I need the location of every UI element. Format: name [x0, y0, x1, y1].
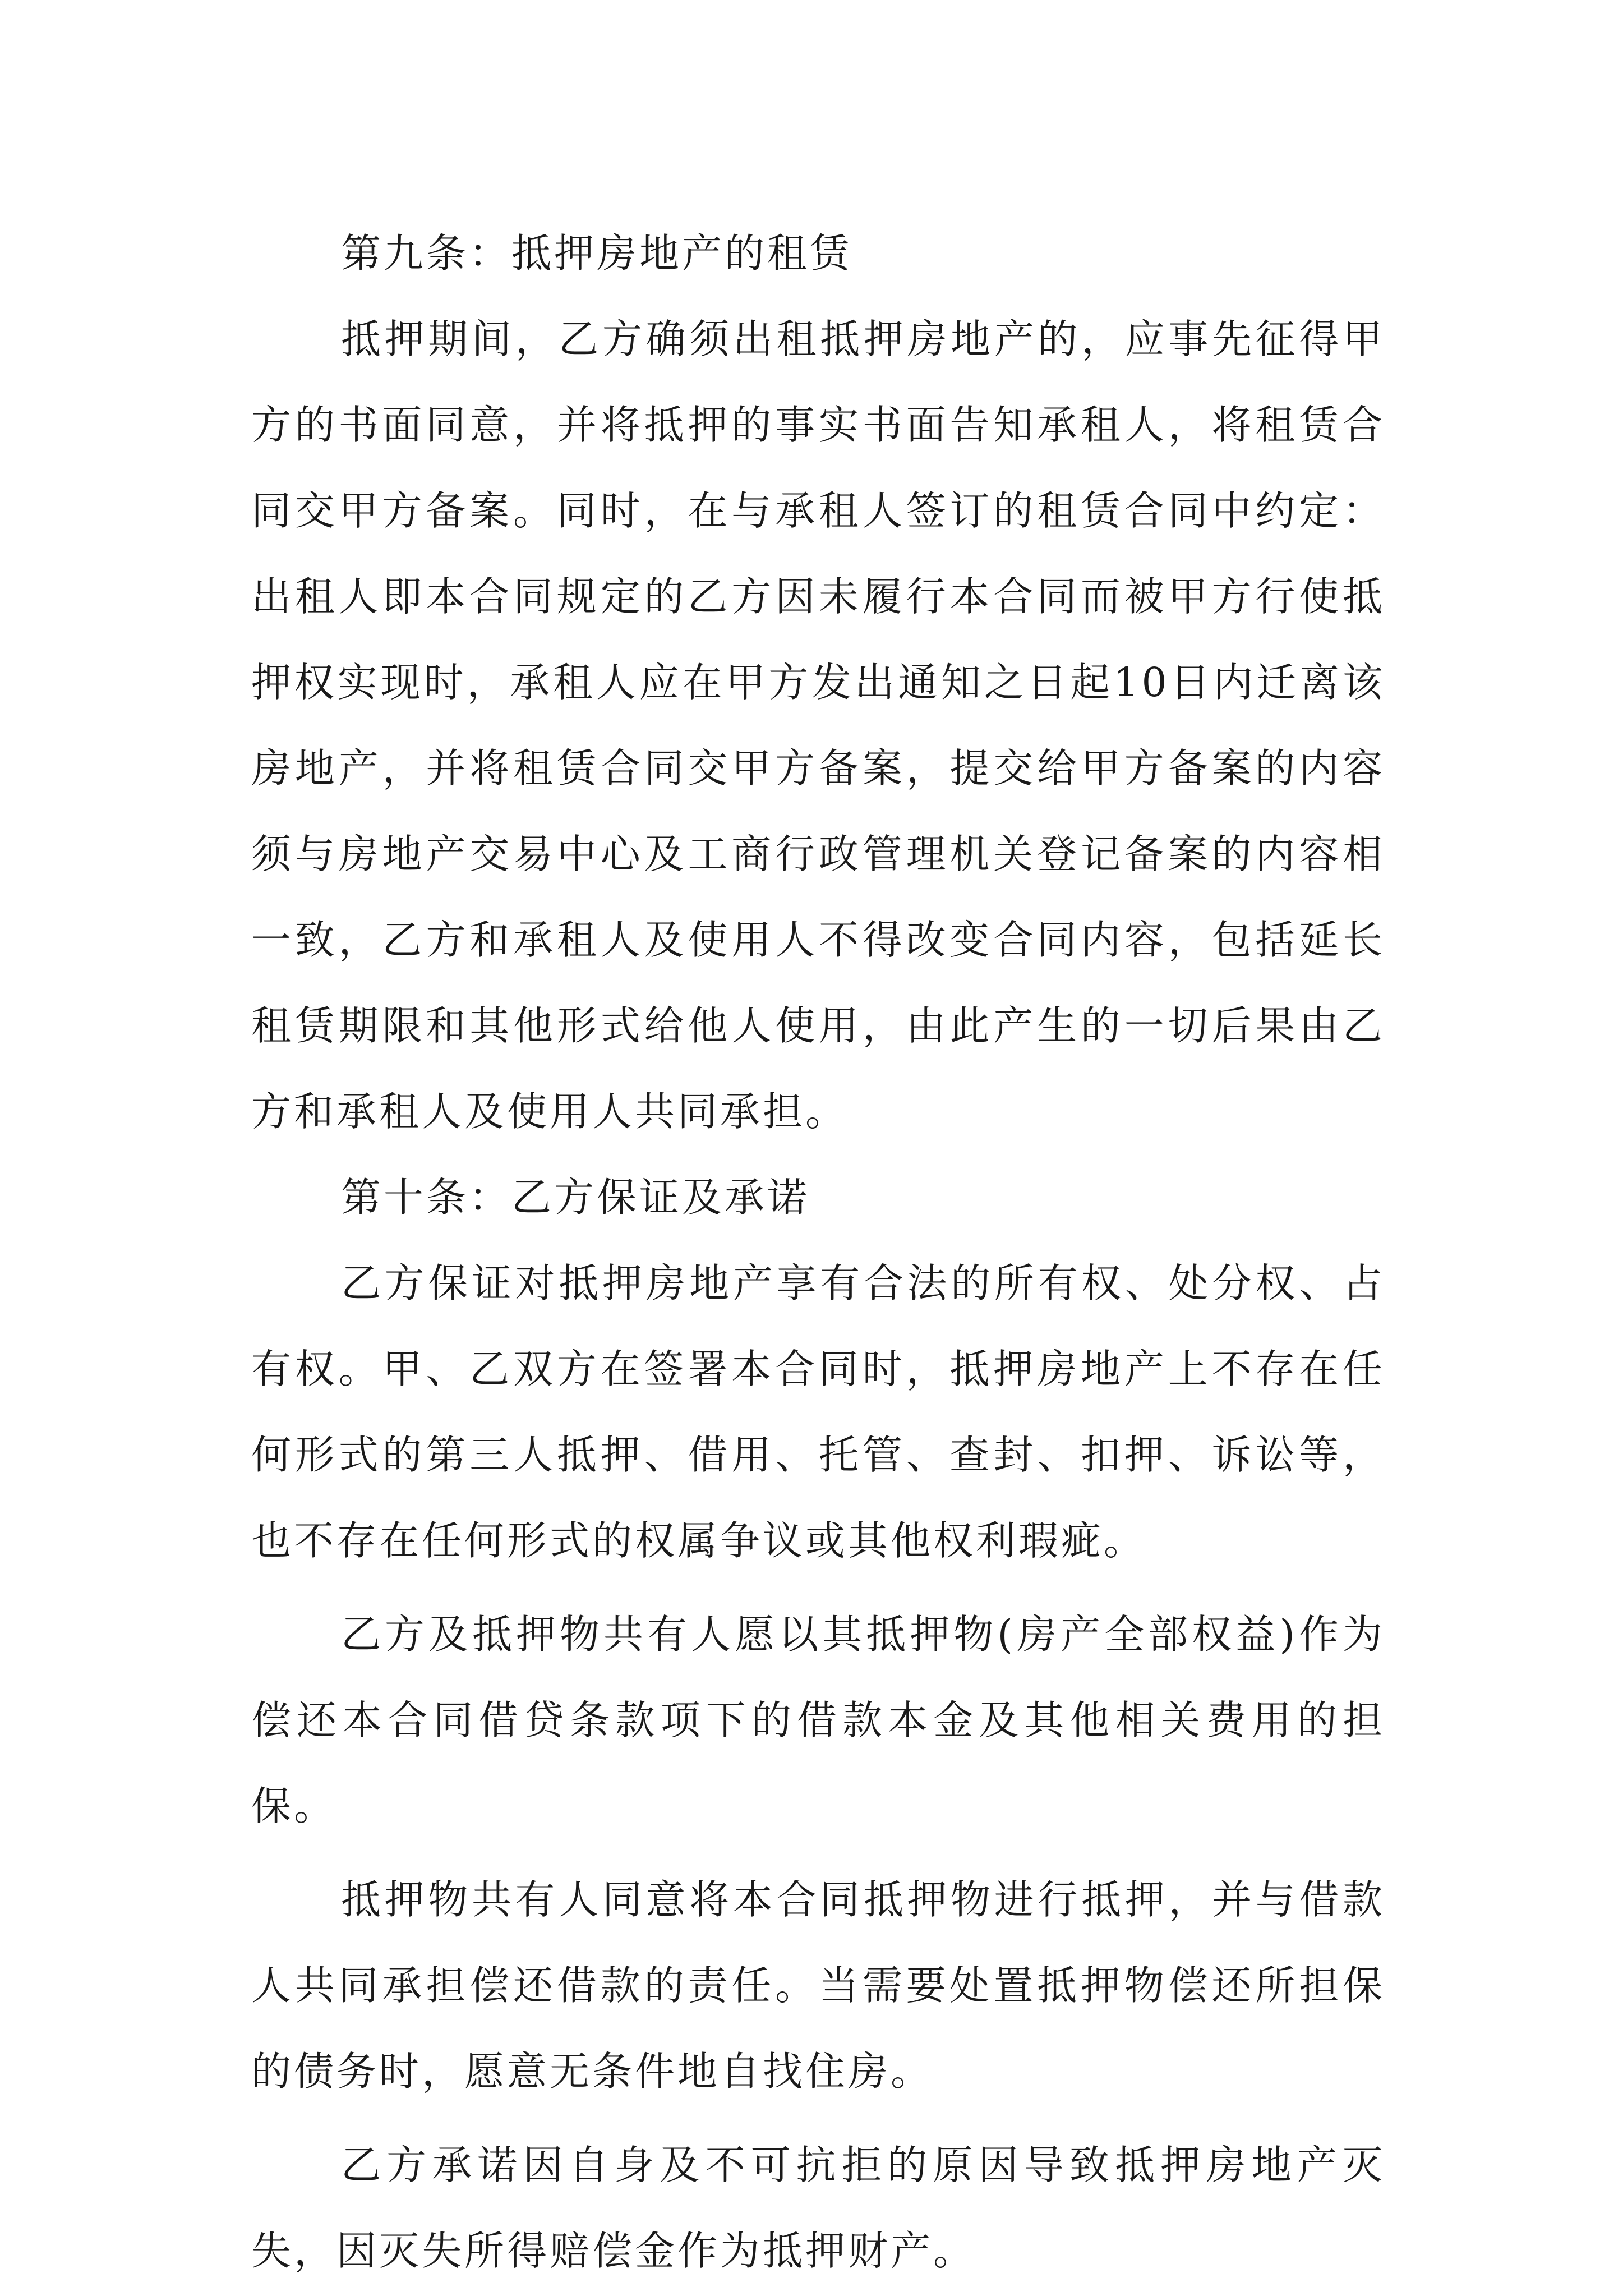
article-10-paragraph-4: 乙方承诺因自身及不可抗拒的原因导致抵押房地产灭失，因灭失所得赔偿金作为抵押财产。	[251, 2142, 1385, 2274]
article-9-heading: 第九条：抵押房地产的租赁	[341, 230, 853, 277]
article-10-heading: 第十条：乙方保证及承诺	[341, 1174, 810, 1221]
article-9-paragraph: 抵押期间，乙方确须出租抵押房地产的，应事先征得甲方的书面同意，并将抵押的事实书面告知承租人，将租赁合同交甲方备案。同时，在与承租人签订的租赁合同中约定：出租人即本合同规定的乙方因未履行本合同而被甲方行使抵押权实现时，承租人应在甲方发出通知之日起10日内迁离该房地产，并将租赁合同交甲方备案，提交给甲方备案的内容须与房地产交易中心及工商行政管理机关登记备案的内容相一致，乙方和承租人及使用人不得改变合同内容，包括延长租赁期限和其他形式给他人使用，由此产生的一切后果由乙方和承租人及使用人共同承担。	[251, 316, 1385, 1135]
article-10-paragraph-1: 乙方保证对抵押房地产享有合法的所有权、处分权、占有权。甲、乙双方在签署本合同时，抵押房地产上不存在任何形式的第三人抵押、借用、托管、查封、扣押、诉讼等，也不存在任何形式的权属争议或其他权利瑕疵。	[251, 1260, 1385, 1564]
document-body	[251, 210, 1385, 2294]
article-10-paragraph-3: 抵押物共有人同意将本合同抵押物进行抵押，并与借款人共同承担偿还借款的责任。当需要处置抵押物偿还所担保的债务时，愿意无条件地自找住房。	[251, 1876, 1385, 2095]
article-10-paragraph-2: 乙方及抵押物共有人愿以其抵押物(房产全部权益)作为偿还本合同借贷条款项下的借款本金及其他相关费用的担保。	[251, 1611, 1385, 1829]
